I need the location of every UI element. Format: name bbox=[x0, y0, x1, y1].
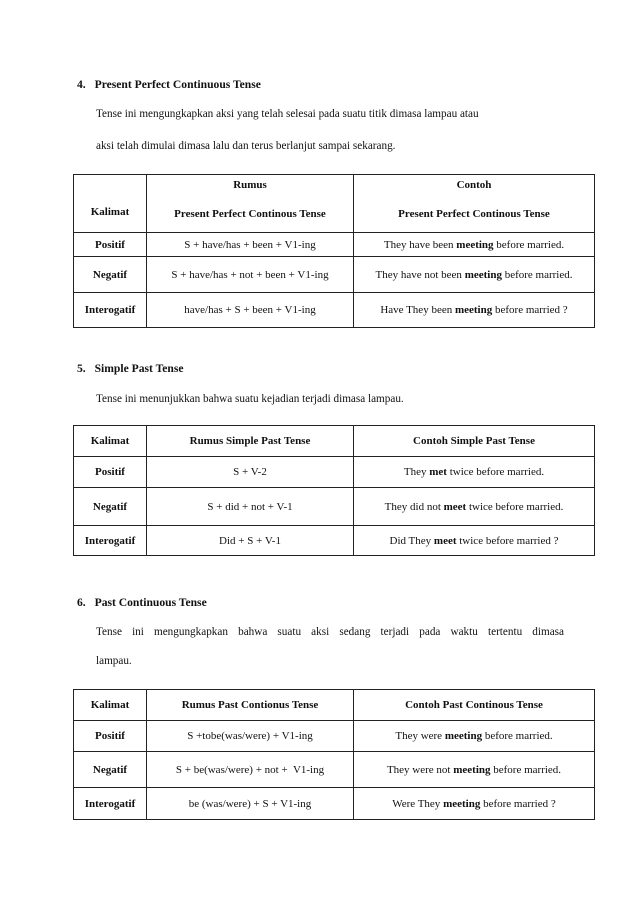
example-cell bbox=[354, 457, 595, 488]
example-text: before married. bbox=[482, 730, 553, 742]
example-cell bbox=[354, 488, 595, 526]
example-text: before married ? bbox=[492, 304, 568, 316]
header-kalimat: Kalimat bbox=[74, 690, 147, 721]
rumus-cell: S + have/has + been + V1-ing bbox=[147, 233, 354, 257]
table-header-row bbox=[74, 175, 595, 233]
row-label: Negatif bbox=[74, 752, 147, 788]
example-verb: meet bbox=[433, 534, 457, 547]
table-header-row bbox=[74, 690, 595, 721]
example-cell bbox=[354, 721, 595, 752]
row-label: Interogatif bbox=[74, 526, 147, 556]
example-cell bbox=[354, 752, 595, 788]
table-row bbox=[74, 233, 595, 257]
example-verb: meeting bbox=[443, 797, 481, 810]
header-kalimat: Kalimat bbox=[74, 175, 147, 233]
row-label: Negatif bbox=[74, 488, 147, 526]
example-text: twice before married. bbox=[446, 466, 545, 478]
tense-table-simple-past bbox=[73, 425, 595, 556]
paragraph-line: Tense ini menunjukkan bahwa suatu kejadian terjadi dimasa lampau. bbox=[96, 393, 404, 405]
example-verb: meet bbox=[443, 500, 467, 513]
paragraph-line: lampau. bbox=[96, 655, 132, 667]
example-text: They were bbox=[395, 730, 445, 742]
header-contoh-top: Contoh bbox=[456, 179, 492, 191]
example-cell bbox=[354, 233, 595, 257]
table-row bbox=[74, 526, 595, 556]
example-text: twice before married. bbox=[466, 500, 564, 513]
example-verb: met bbox=[429, 466, 447, 478]
section-6-heading bbox=[77, 596, 207, 609]
rumus-cell: Did + S + V-1 bbox=[147, 526, 354, 556]
example-text: Did They bbox=[389, 534, 434, 547]
paragraph-line: Tense ini mengungkapkan bahwa suatu aksi sedang terjadi pada waktu tertentu dimasa bbox=[96, 626, 564, 638]
example-verb: meeting bbox=[454, 304, 493, 316]
header-rumus: Rumus Simple Past Tense bbox=[147, 426, 354, 457]
example-text: before married. bbox=[493, 238, 565, 251]
example-text: Have They been bbox=[380, 304, 455, 316]
rumus-cell: S + have/has + not + been + V1-ing bbox=[147, 257, 354, 293]
rumus-cell: be (was/were) + S + V1-ing bbox=[147, 788, 354, 820]
example-text: before married. bbox=[490, 763, 562, 776]
header-contoh bbox=[354, 175, 595, 233]
example-text: They have not been bbox=[375, 268, 465, 281]
header-rumus bbox=[147, 175, 354, 233]
table-header-row bbox=[74, 426, 595, 457]
row-label: Positif bbox=[74, 721, 147, 752]
section-title: Simple Past Tense bbox=[94, 362, 184, 375]
example-text: Were They bbox=[392, 797, 444, 810]
header-contoh: Contoh Simple Past Tense bbox=[354, 426, 595, 457]
example-text: They did not bbox=[384, 500, 444, 513]
example-text: before married. bbox=[501, 268, 573, 281]
header-rumus-top: Rumus bbox=[233, 179, 267, 191]
example-text: They were not bbox=[386, 763, 454, 776]
header-contoh-bottom: Present Perfect Continous Tense bbox=[398, 208, 550, 220]
rumus-cell: S + V-2 bbox=[147, 457, 354, 488]
example-cell bbox=[354, 257, 595, 293]
rumus-cell: have/has + S + been + V1-ing bbox=[147, 293, 354, 328]
row-label: Positif bbox=[74, 457, 147, 488]
row-label: Negatif bbox=[74, 257, 147, 293]
example-verb: meeting bbox=[464, 268, 502, 281]
section-number: 4. bbox=[77, 78, 86, 91]
tense-table-past-continuous bbox=[73, 689, 595, 820]
header-rumus-bottom: Present Perfect Continous Tense bbox=[174, 208, 326, 220]
table-row bbox=[74, 752, 595, 788]
example-text: before married ? bbox=[480, 797, 556, 810]
table-row bbox=[74, 257, 595, 293]
example-verb: meeting bbox=[453, 763, 491, 776]
example-cell bbox=[354, 526, 595, 556]
table-row bbox=[74, 457, 595, 488]
paragraph-line: Tense ini mengungkapkan aksi yang telah selesai pada suatu titik dimasa lampau atau bbox=[96, 108, 479, 120]
header-rumus: Rumus Past Contionus Tense bbox=[147, 690, 354, 721]
section-number: 5. bbox=[77, 362, 86, 375]
header-contoh: Contoh Past Continous Tense bbox=[354, 690, 595, 721]
section-title: Present Perfect Continuous Tense bbox=[94, 78, 261, 91]
table-row bbox=[74, 293, 595, 328]
example-cell bbox=[354, 293, 595, 328]
example-cell bbox=[354, 788, 595, 820]
header-kalimat: Kalimat bbox=[74, 426, 147, 457]
rumus-cell: S + did + not + V-1 bbox=[147, 488, 354, 526]
example-text: They bbox=[403, 466, 430, 478]
rumus-cell: S + be(was/were) + not + V1-ing bbox=[147, 752, 354, 788]
example-verb: meeting bbox=[456, 238, 494, 251]
paragraph-line: aksi telah dimulai dimasa lalu dan terus berlanjut sampai sekarang. bbox=[96, 140, 396, 152]
example-verb: meeting bbox=[444, 730, 483, 742]
rumus-cell: S +tobe(was/were) + V1-ing bbox=[147, 721, 354, 752]
table-row bbox=[74, 488, 595, 526]
section-number: 6. bbox=[77, 596, 86, 609]
tense-table-present-perfect-continuous bbox=[73, 174, 595, 328]
table-row bbox=[74, 721, 595, 752]
section-4-heading bbox=[77, 78, 261, 91]
example-text: twice before married ? bbox=[456, 534, 559, 547]
section-5-heading bbox=[77, 362, 184, 375]
example-text: They have been bbox=[383, 238, 457, 251]
row-label: Positif bbox=[74, 233, 147, 257]
table-row bbox=[74, 788, 595, 820]
row-label: Interogatif bbox=[74, 293, 147, 328]
row-label: Interogatif bbox=[74, 788, 147, 820]
section-title: Past Continuous Tense bbox=[94, 596, 207, 609]
